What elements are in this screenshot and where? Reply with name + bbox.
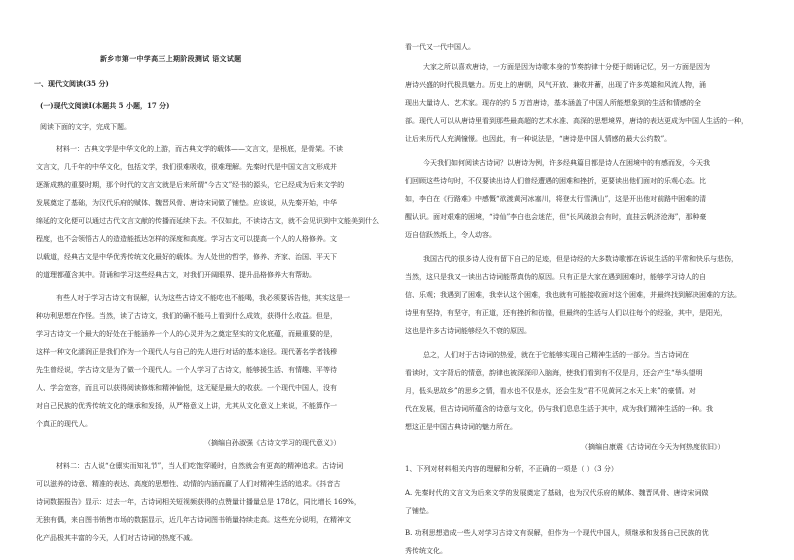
option-a-text: 了铺垫。 (405, 507, 433, 515)
option-b-text: B. 功利思想造成一些人对学习古诗文有误解，但作为一个现代中国人，须继承和发扬自己民族的优 (405, 529, 709, 537)
text-line: 可以滋养的诗意、精准的表达、高度的思想性、动情的内涵而赢了人们对精神生活的追求。《抖音古 (36, 480, 341, 488)
text-line: 学习古诗文一个最大的好处在于能涵养一个人的心灵并为之奠定坚实的文化底蕴，而最重要的是， (36, 330, 337, 338)
text-line: 当然，这只是我又一读出古诗词能帮真伪的原因。只有正是大家在遇到困难时，能够学习诗人的自 (405, 273, 706, 281)
reading-instruction: 阅读下面的文字，完成下题。 (40, 123, 131, 131)
text-line: 看读时，文字背后的情意，韵律也被深深印入脑海，使我们看到有不仅是月，还会产生“举头望明 (405, 369, 703, 377)
text-line: 如，李白在《行路难》中感慨“欲渡黄河冰塞川，将登太行雪满山”，这是开出他对前路中困难的清 (405, 195, 707, 203)
text-line: 唐诗兴盛的时代极具魅力。历史上的唐朝，风气开放、兼收并蓄，出现了许多英雄和风流人物，涌 (405, 81, 706, 89)
text-line: 的道理都蕴含其中。背诵和学习这些经典古文，对我们开阔眼界、提升品格修养大有帮助。 (36, 271, 316, 279)
section-heading: 一、现代文阅读(35 分) (34, 79, 109, 88)
text-line: 诗里有坚持，有坚守，有正道，还有挫折和彷徨，但最终的生活与人们以往每个的经验，其中，是阳光， (405, 309, 727, 317)
option-b-text: 秀传统文化。 (405, 547, 447, 555)
text-line: 逐渐成熟的重要时期，那个时代的文言文就是后来所谓“今古文”经书的源头，它已经成为后来文学的 (36, 181, 345, 189)
option-a-text: A. 先秦时代的文言文为后来文学的发展奠定了基础，也为汉代乐府的赋体、魏晋风骨、唐诗宋词做 (405, 489, 709, 497)
text-line: 代在发展，但古诗词所蕴含的诗意与文化，仍与我们息息生活于其中，成为我们精神生活的一种。我 (405, 405, 713, 413)
text-line: 我国古代的很多诗人没有留下自己的足迹，但是诗经的大多数诗歌都在诉说生活的平常和快乐与悲伤， (423, 255, 738, 263)
text-line: 月，低头思故乡”的思乡之情，看水也不仅是水，还会生发“君不见黄河之水天上来”的豪情。对 (405, 387, 696, 395)
text-line: 个真正的现代人。 (36, 420, 92, 428)
text-line: 这样一种文化濡润正是我们作为一个现代人与自己的先人进行对话的基本途径。现代著名学者钱穆 (36, 348, 337, 356)
text-line: 今天我们如何阅读古诗词？以唐诗为例，许多经典篇目都是诗人在困境中的有感而发，今天我 (423, 159, 710, 167)
text-line: 这也是许多古诗词能够经久不衰的原因。 (405, 327, 531, 335)
text-line: 材料二：古人说“仓廪实而知礼节”，当人们吃饱穿暖时，自然就会有更高的精神追求。古诗词 (56, 462, 344, 470)
question-one-stem: 1、下列对材料相关内容的理解和分析，不正确的一项是（ ）（3 分） (405, 465, 618, 473)
text-line: 文言文，几千年的中华文化，包括文学，我们很难吸收，很难理解。先秦时代是中国文言文形成并 (36, 163, 337, 171)
text-line: 醒认识。面对艰难的困境，“诗仙”李白也会迷茫，但“长风破浪会有时，直挂云帆济沧海”，那种豪 (405, 213, 707, 221)
text-line: 程度，也不会领悟古人的造造能抵达怎样的深度和高度。学习古文可以提高一个人的人格修养。文 (36, 235, 337, 243)
text-line: 发展奠定了基础，为汉代乐府的赋体、魏晋风骨、唐诗宋词做了铺垫。应该说，从先秦开始，中华 (36, 199, 337, 207)
text-line: 信、乐观；我遇到了困难，我幸认这个困难，我也就有可能接收面对这个困难，并最终找到解决困难的方法。 (405, 291, 741, 299)
text-line: 想这正是中国古典诗词的魅力所在。 (405, 423, 517, 431)
text-line: 们回顾这些诗句时，不仅要读出诗人们曾经遭遇的困难和挫折，更要读出他们面对的乐观心态。比 (405, 177, 706, 185)
text-line: 诗词数据报告》显示：过去一年，古诗词相关短视频获得的点赞量计播量总是 178亿，同比增长 169%， (36, 498, 361, 506)
text-line: 无独有偶，来自图书销售市场的数据显示，近几年古诗词图书销量持续走高。这些充分说明，在精神文 (36, 516, 351, 524)
subsection-heading: (一)现代文阅读Ⅰ(本题共 5 小题，17 分) (40, 101, 170, 110)
text-line: 迈自信跃然纸上，令人动容。 (405, 231, 496, 239)
text-line: 总之，人们对于古诗词的热爱，就在于它能够实现自己精神生活的一部分。当古诗词在 (423, 351, 689, 359)
text-line: 现出大量诗人、艺术家。现存的约 5 万首唐诗，基本涵盖了中国人所能想象到的生活和情感的全 (405, 99, 701, 107)
text-line: 绵延的文化便可以通过古代文言文献的传播而延续下去。不仅如此，不读诗古文，就不会见识到中文能美到什么 (36, 217, 379, 225)
text-line: 以载道，经典古文是中华优秀传统文化最好的载体。为人处世的哲学，修养、齐家、治国、平天下 (36, 253, 337, 261)
text-line: 有些人对于学习古诗文有误解，认为这些古诗文不能吃也不能喝，我必须要诉告他，其实这是一 (56, 294, 350, 302)
text-line: 对自己民族的优秀传统文化的继承和发扬，从严格意义上讲，尤其从文化意义上来说，不能算作一 (36, 402, 337, 410)
source-citation-two: （摘编自康震《古诗词在今天为何热度依旧》） (581, 443, 725, 451)
text-line: 化产品极其丰富的今天，人们对古诗词的热度不减。 (36, 534, 197, 542)
text-line: 人、学会宽容，而且可以获得阅读修炼和精神愉悦，这无疑是最大的收获。一个现代中国人，没有 (36, 384, 337, 392)
text-line: 看一代又一代中国人。 (405, 43, 475, 51)
source-citation-one: （摘编自孙淑强《古诗文学习的现代意义》） (204, 439, 341, 447)
text-line: 种功利思想在作怪。当然，读了古诗文，我们的确不能马上看到什么成效，获得什么收益。但是， (36, 312, 337, 320)
text-line: 让后来历代人充满憧憬。也因此，有一种说法是，“唐诗是中国人情感的最大公约数”。 (405, 135, 672, 143)
text-line: 材料一：古典文学是中华文化的上游，而古典文学的载体——文言文，是根底，是骨架。不读 (56, 145, 343, 153)
text-line: 大家之所以喜欢唐诗，一方面是因为诗歌本身的节奏韵律十分便于朗诵记忆，另一方面是因为 (423, 63, 710, 71)
text-line: 先生曾经说，学古诗文是为了做一个现代人。一个人学习了古诗文，能够援生活、有情趣、平等待 (36, 366, 337, 374)
text-line: 部。现代人可以从唐诗里看到那些最高超的艺术水准、高深的思想境界，唐诗的表达更成为中国人生活的一种， (405, 117, 748, 125)
exam-title: 新乡市第一中学高三上期阶段测试 语文试题 (100, 54, 242, 63)
